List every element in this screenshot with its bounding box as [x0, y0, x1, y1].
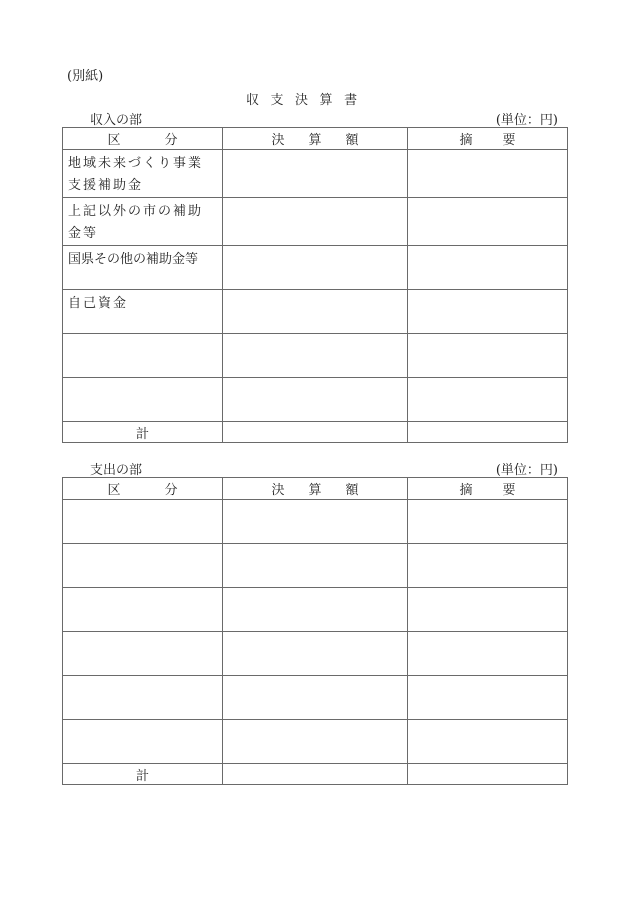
income-category-cell[interactable]: 自己資金: [63, 290, 223, 334]
income-amount-cell[interactable]: [223, 198, 408, 246]
title-char: 収: [246, 93, 260, 108]
income-header-row: [63, 128, 568, 150]
income-category-cell[interactable]: [63, 378, 223, 422]
expense-amount-cell[interactable]: [223, 500, 408, 544]
table-row: [63, 544, 568, 588]
income-category-cell[interactable]: 上記以外の市の補助金等: [63, 198, 223, 246]
expense-category-cell[interactable]: [63, 500, 223, 544]
expense-amount-cell[interactable]: [223, 720, 408, 764]
table-row: [63, 378, 568, 422]
income-table: [62, 127, 568, 443]
expense-remarks-cell[interactable]: [408, 676, 568, 720]
header-amount: 決 算 額: [223, 478, 408, 500]
expense-unit-label: (単位：円): [495, 463, 558, 478]
expense-total-amount-cell[interactable]: [223, 764, 408, 785]
income-total-label: 計: [63, 422, 223, 443]
expense-remarks-cell[interactable]: [408, 544, 568, 588]
expense-total-row: [63, 764, 568, 785]
expense-table: [62, 477, 568, 785]
table-row: [63, 588, 568, 632]
table-row: [63, 198, 568, 246]
table-row: [63, 632, 568, 676]
title-char: 支: [270, 93, 284, 108]
document-title: [246, 89, 369, 108]
expense-total-remarks-cell[interactable]: [408, 764, 568, 785]
expense-amount-cell[interactable]: [223, 544, 408, 588]
title-char: 書: [344, 93, 358, 108]
title-char: 算: [319, 93, 333, 108]
expense-remarks-cell[interactable]: [408, 720, 568, 764]
income-category-cell[interactable]: 地域未来づくり事業支援補助金: [63, 150, 223, 198]
title-char: 決: [295, 93, 309, 108]
table-row: [63, 676, 568, 720]
expense-amount-cell[interactable]: [223, 676, 408, 720]
header-remarks: 摘 要: [408, 478, 568, 500]
income-remarks-cell[interactable]: [408, 378, 568, 422]
expense-category-cell[interactable]: [63, 588, 223, 632]
income-remarks-cell[interactable]: [408, 246, 568, 290]
expense-total-label: 計: [63, 764, 223, 785]
header-amount: 決 算 額: [223, 128, 408, 150]
expense-section-label: 支出の部: [90, 463, 143, 478]
expense-category-cell[interactable]: [63, 676, 223, 720]
income-remarks-cell[interactable]: [408, 290, 568, 334]
expense-amount-cell[interactable]: [223, 632, 408, 676]
income-total-amount-cell[interactable]: [223, 422, 408, 443]
expense-remarks-cell[interactable]: [408, 500, 568, 544]
income-unit-label: (単位：円): [495, 113, 558, 128]
income-amount-cell[interactable]: [223, 290, 408, 334]
income-total-remarks-cell[interactable]: [408, 422, 568, 443]
income-remarks-cell[interactable]: [408, 334, 568, 378]
expense-remarks-cell[interactable]: [408, 588, 568, 632]
income-amount-cell[interactable]: [223, 334, 408, 378]
header-category: 区 分: [63, 128, 223, 150]
income-section-label: 収入の部: [90, 113, 143, 128]
expense-amount-cell[interactable]: [223, 588, 408, 632]
income-amount-cell[interactable]: [223, 150, 408, 198]
table-row: [63, 246, 568, 290]
table-row: [63, 720, 568, 764]
table-row: [63, 334, 568, 378]
expense-category-cell[interactable]: [63, 632, 223, 676]
attachment-label: (別紙): [67, 69, 104, 84]
table-row: [63, 500, 568, 544]
income-category-cell[interactable]: [63, 334, 223, 378]
income-remarks-cell[interactable]: [408, 198, 568, 246]
expense-remarks-cell[interactable]: [408, 632, 568, 676]
table-row: [63, 150, 568, 198]
expense-header-row: [63, 478, 568, 500]
expense-category-cell[interactable]: [63, 720, 223, 764]
income-remarks-cell[interactable]: [408, 150, 568, 198]
income-amount-cell[interactable]: [223, 246, 408, 290]
income-category-cell[interactable]: 国県その他の補助金等: [63, 246, 223, 290]
income-total-row: [63, 422, 568, 443]
header-remarks: 摘 要: [408, 128, 568, 150]
expense-category-cell[interactable]: [63, 544, 223, 588]
income-amount-cell[interactable]: [223, 378, 408, 422]
header-category: 区 分: [63, 478, 223, 500]
table-row: [63, 290, 568, 334]
